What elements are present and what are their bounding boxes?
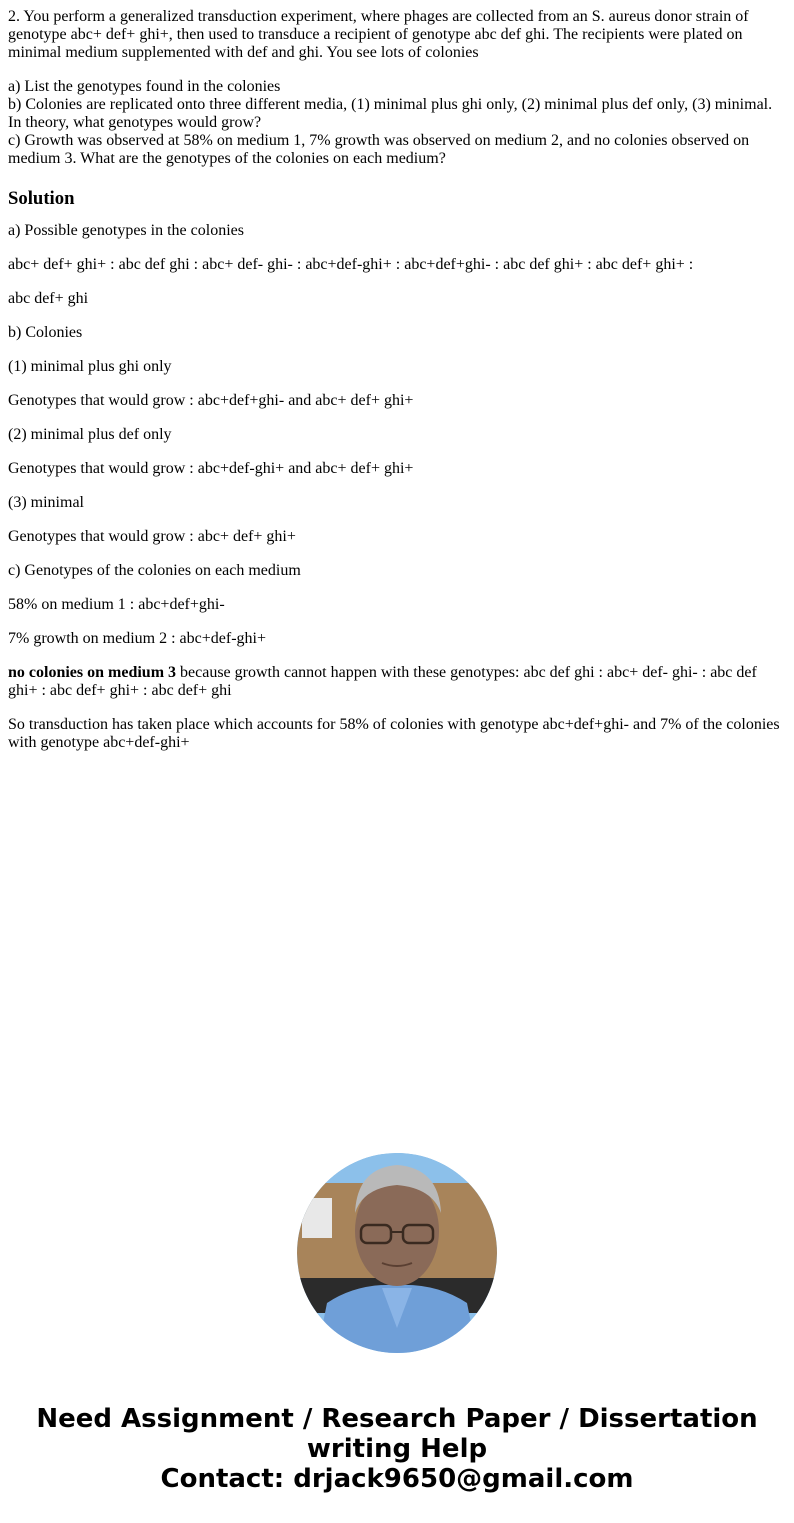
part-c-medium3-bold: no colonies on medium 3 [8,664,177,681]
part-c-medium2: 7% growth on medium 2 : abc+def-ghi+ [8,630,266,647]
part-b-medium3-grow: Genotypes that would grow : abc+ def+ ghi+ [8,528,296,545]
part-b-medium2: (2) minimal plus def only [8,426,172,443]
part-c-medium3-rest: because growth cannot happen with these genotypes: abc def ghi : abc+ def- ghi- : abc def ghi+ : abc def+ ghi+ : abc def+ ghi [8,664,757,699]
question-part-c: c) Growth was observed at 58% on medium 1, 7% growth was observed on medium 2, and no colonies observed on medium 3. What are the genotypes of the colonies on each medium? [8,132,750,167]
author-photo-icon [297,1153,497,1353]
document-body [8,8,786,768]
part-a-title: a) Possible genotypes in the colonies [8,222,244,239]
question-part-b: b) Colonies are replicated onto three different media, (1) minimal plus ghi only, (2) minimal plus def only, (3) minimal. In theory, what genotypes would grow? [8,96,773,131]
part-c-title: c) Genotypes of the colonies on each medium [8,562,301,579]
author-avatar [297,1153,497,1353]
banner-line2: writing Help [306,1434,488,1464]
part-c-medium3 [8,664,786,700]
part-a-genotypes-line2: abc def+ ghi [8,290,89,307]
question-intro: 2. You perform a generalized transduction experiment, where phages are collected from an S. aureus donor strain of genotype abc+ def+ ghi+, then used to transduce a recipient of genotype abc def ghi. The recipients were plated on minimal medium supplemented with def and ghi. You see lots of colonies [8,8,749,61]
question-parts [8,78,786,168]
part-b-medium1-grow: Genotypes that would grow : abc+def+ghi- and abc+ def+ ghi+ [8,392,414,409]
part-a-genotypes-line1: abc+ def+ ghi+ : abc def ghi : abc+ def- ghi- : abc+def-ghi+ : abc+def+ghi- : abc def ghi+ : abc def+ ghi+ : [8,256,694,273]
part-b-medium2-grow: Genotypes that would grow : abc+def-ghi+ and abc+ def+ ghi+ [8,460,414,477]
question-part-a: a) List the genotypes found in the colonies [8,78,281,95]
part-b-title: b) Colonies [8,324,83,341]
part-b-medium1: (1) minimal plus ghi only [8,358,172,375]
part-b-medium3: (3) minimal [8,494,84,511]
banner-contact-email: Contact: drjack9650@gmail.com [160,1464,634,1494]
contact-banner [0,1404,794,1494]
solution-heading: Solution [8,188,75,209]
part-c-conclusion: So transduction has taken place which accounts for 58% of colonies with genotype abc+def+ghi- and 7% of the colonies with genotype abc+def-ghi+ [8,716,780,751]
part-c-medium1: 58% on medium 1 : abc+def+ghi- [8,596,225,613]
banner-line1: Need Assignment / Research Paper / Dissertation [36,1404,758,1434]
